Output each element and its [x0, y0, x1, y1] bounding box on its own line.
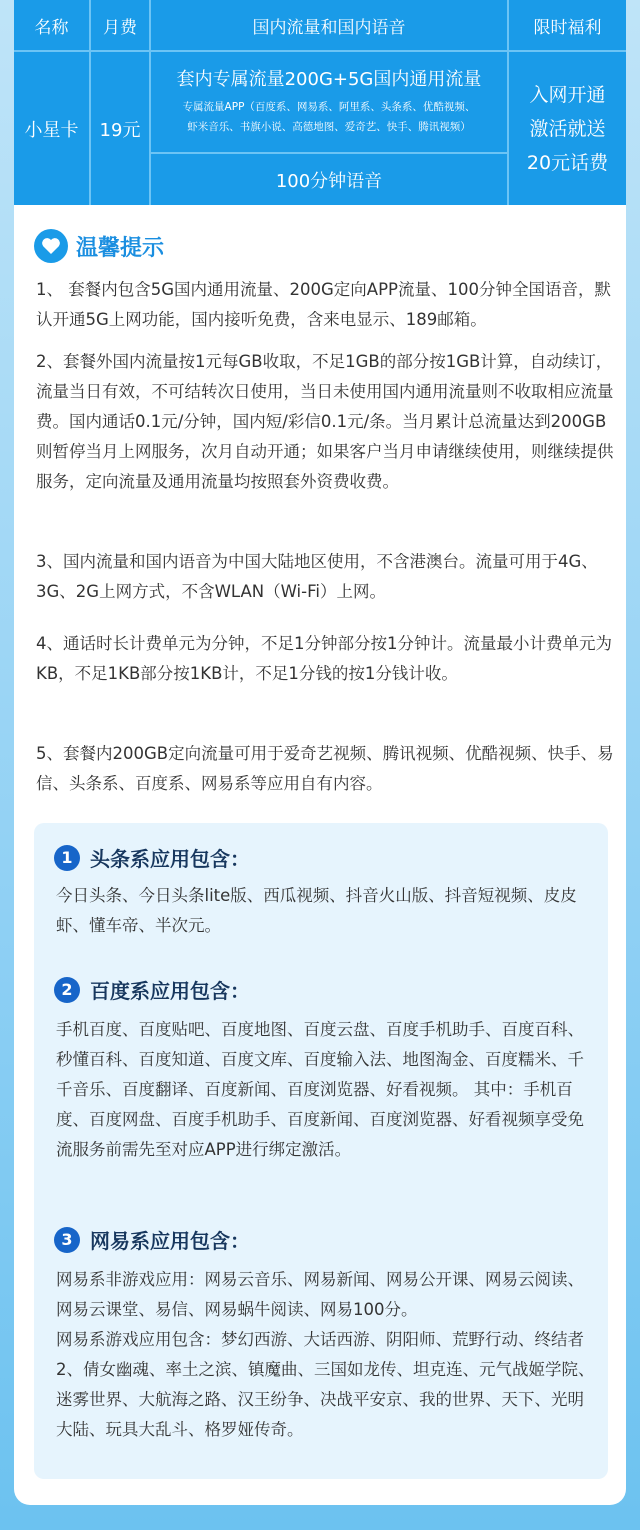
notice-item-2: 2、套餐外国内流量按1元每GB收取，不足1GB的部分按1GB计算，自动续订，流量当日有效，不可结转次日使用，当日未使用国内通用流量则不收取相应流量费。国内通话0.1元/分钟，国内短/彩信0.1元/条。当月累计总流量达到200GB则暂停当月上网服务，次月自动开通；如果客户当月申请继续使用，则继续提供服务，定向流量及通用流量均按照套外资费收费。 [36, 352, 614, 491]
voice-minutes: 100分钟语音 [275, 170, 383, 192]
toutiao-section-head [54, 843, 250, 872]
perk-block [509, 52, 626, 205]
notice-title: 温馨提示 [76, 235, 165, 261]
header-data-voice: 国内流量和国内语音 [252, 17, 406, 38]
number-badge: 2 [54, 977, 80, 1003]
header-perk: 限时福利 [533, 17, 602, 38]
notice-item-5: 5、套餐内200GB定向流量可用于爱奇艺视频、腾讯视频、优酷视频、快手、易信、头条系、百度系、网易系等应用自有内容。 [36, 744, 614, 793]
notice-card [14, 205, 626, 1505]
perk-line: 入网开通 [529, 83, 606, 106]
plan-name: 小星卡 [24, 119, 79, 141]
notice-item-4: 4、通话时长计费单元为分钟，不足1分钟部分按1分钟计。流量最小计费单元为KB，不足1KB部分按1KB计，不足1分钱的按1分钱计收。 [36, 634, 612, 683]
number-badge: 1 [54, 845, 80, 871]
heart-icon [34, 229, 68, 263]
baidu-title: 百度系应用包含： [90, 979, 250, 1003]
number-badge: 3 [54, 1227, 80, 1253]
perk-line: 激活就送 [529, 117, 606, 140]
notice-item-1: 1、 套餐内包含5G国内通用流量、200G定向APP流量、100分钟全国语音，默认开通5G上网功能，国内接听免费，含来电显示、189邮箱。 [36, 280, 611, 329]
apps-box [34, 823, 608, 1479]
plan-table [14, 0, 626, 205]
apps-line-2: 虾米音乐、书旗小说、高德地图、爱奇艺、快手、腾讯视频） [187, 120, 471, 133]
netease-non-game-apps: 网易系非游戏应用：网易云音乐、网易新闻、网易公开课、网易云阅读、网易云课堂、易信、网易蜗牛阅读、网易100分。 [56, 1270, 584, 1319]
header-price: 月费 [103, 17, 137, 38]
netease-section-head [54, 1225, 250, 1254]
header-name: 名称 [34, 17, 69, 38]
notice-header [34, 229, 164, 263]
baidu-apps: 手机百度、百度贴吧、百度地图、百度云盘、百度手机助手、百度百科、秒懂百科、百度知道、百度文库、百度输入法、地图淘金、百度糯米、千千音乐、百度翻译、百度新闻、百度浏览器、好看视频。 其中：手机百度、百度网盘、百度手机助手、百度新闻、百度浏览器、好看视频享受免流服务前需先至对应APP进行绑定激活。 [56, 1020, 584, 1159]
data-title: 套内专属流量200G+5G国内通用流量 [176, 69, 482, 90]
baidu-section-head [54, 975, 250, 1004]
apps-line-1: 专属流量APP（百度系、网易系、阿里系、头条系、优酷视频、 [182, 100, 476, 113]
toutiao-apps: 今日头条、今日头条lite版、西瓜视频、抖音火山版、抖音短视频、皮皮虾、懂车帝、半次元。 [56, 886, 577, 935]
netease-title: 网易系应用包含： [90, 1229, 250, 1253]
plan-price: 19元 [99, 119, 141, 141]
perk-line: 20元话费 [526, 151, 609, 174]
notice-item-3: 3、国内流量和国内语音为中国大陆地区使用，不含港澳台。流量可用于4G、3G、2G上网方式，不含WLAN（Wi-Fi）上网。 [36, 552, 598, 601]
netease-game-apps: 网易系游戏应用包含：梦幻西游、大话西游、阴阳师、荒野行动、终结者2、倩女幽魂、率土之滨、镇魔曲、三国如龙传、坦克连、元气战姬学院、迷雾世界、大航海之路、汉王纷争、决战平安京、我的世界、天下、光明大陆、玩具大乱斗、格罗娅传奇。 [56, 1330, 595, 1439]
toutiao-title: 头条系应用包含： [90, 847, 250, 871]
